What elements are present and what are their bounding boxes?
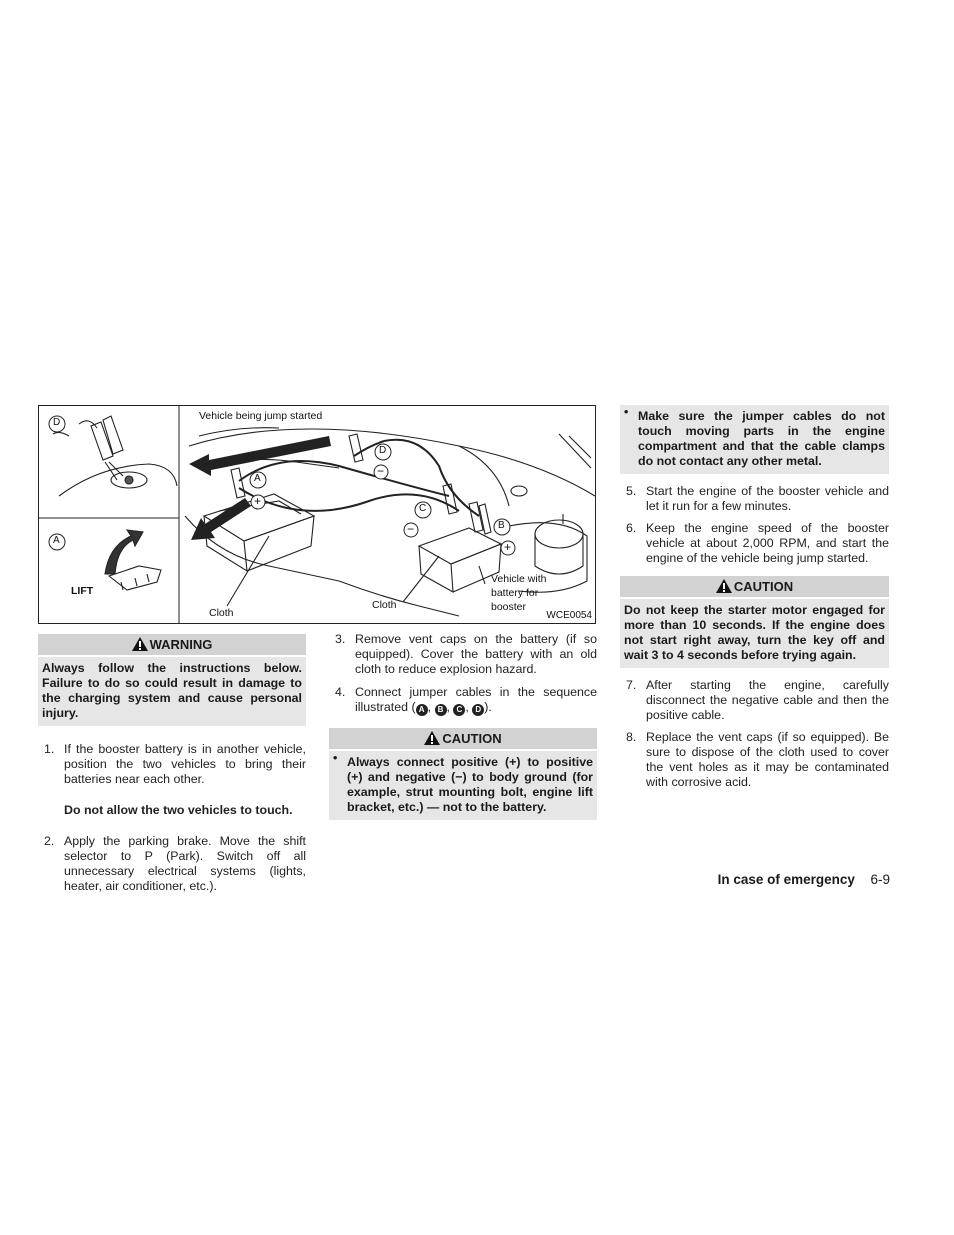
point-d-label: D — [379, 445, 387, 456]
caution-1-bullet: • — [333, 751, 338, 765]
step-8-number: 8. — [626, 730, 637, 744]
inset-d-clamp — [53, 416, 177, 496]
minus-sign-c: − — [407, 522, 415, 536]
step-8-text: Replace the vent caps (if so equipped). Be sure to dispose of the cloth used to cover the vent holes as it may be contaminated with corrosive acid. — [646, 730, 889, 789]
caution-1-text: Always connect positive (+) to positive (+) and negative (−) to body ground (for example, strut mounting bolt, engine lift bracket, etc.) — not to the battery. — [347, 755, 593, 814]
step-8 — [620, 730, 889, 790]
step-1-number: 1. — [44, 742, 55, 756]
booster-label: Vehicle with battery for booster — [491, 573, 547, 613]
seq-a: A — [416, 704, 428, 716]
caution-1-title: CAUTION — [442, 731, 502, 746]
step-4-number: 4. — [335, 685, 346, 699]
step-3-number: 3. — [335, 632, 346, 646]
inset-d-label: D — [53, 417, 61, 428]
warning-icon — [132, 636, 148, 657]
right-column — [620, 405, 889, 790]
step-7 — [620, 678, 889, 723]
step-1-note: Do not allow the two vehicles to touch. — [64, 803, 293, 817]
footer-page: 6-9 — [870, 872, 890, 887]
seq-c: C — [453, 704, 465, 716]
warning-header — [38, 634, 306, 655]
step-2 — [38, 834, 306, 894]
step-7-number: 7. — [626, 678, 637, 692]
step-6-number: 6. — [626, 521, 637, 535]
caution-1-box — [329, 751, 597, 820]
caution-2-text: Do not keep the starter motor engaged for more than 10 seconds. If the engine does not start right away, turn the key off and wait 3 to 4 seconds before trying again. — [620, 599, 889, 668]
seq-b: B — [435, 704, 447, 716]
lift-label: LIFT — [71, 585, 94, 597]
caution-2-title: CAUTION — [733, 579, 794, 594]
caution-2-header — [620, 576, 889, 597]
cable-note-bullet: • — [624, 405, 629, 419]
inset-a-label: A — [53, 535, 60, 546]
step-5-text: Start the engine of the booster vehicle and let it run for a few minutes. — [646, 484, 889, 513]
cloth-right-label: Cloth — [372, 599, 397, 611]
arrow-cloth — [191, 498, 251, 540]
plus-sign-b: + — [504, 540, 512, 554]
cloth-left-label: Cloth — [209, 607, 234, 619]
point-a-label: A — [254, 473, 261, 484]
point-c-label: C — [419, 503, 427, 514]
step-1 — [38, 742, 306, 787]
cable-note-text: Make sure the jumper cables do not touch moving parts in the engine compartment and that the cable clamps do not contact any other metal. — [638, 409, 885, 468]
footer-section: In case of emergency — [717, 872, 855, 887]
left-column — [38, 634, 306, 894]
seq-d: D — [472, 704, 484, 716]
step-3 — [329, 632, 597, 677]
step-5 — [620, 484, 889, 514]
inset-a-lift — [105, 530, 161, 590]
plus-sign-a: + — [254, 494, 262, 508]
step-5-number: 5. — [626, 484, 637, 498]
step-1-text: If the booster battery is in another vehicle, position the two vehicles to bring their batteries near each other. — [64, 742, 306, 786]
figure-code: WCE0054 — [546, 610, 592, 621]
caution-1-icon — [424, 730, 440, 751]
step-3-text: Remove vent caps on the battery (if so equipped). Cover the battery with an old cloth to reduce explosion hazard. — [355, 632, 597, 676]
step-6-text: Keep the engine speed of the booster vehicle at about 2,000 RPM, and start the engine of the vehicle being jump started. — [646, 521, 889, 565]
step-2-text: Apply the parking brake. Move the shift selector to P (Park). Switch off all unnecessary electrical systems (lights, heater, air conditioner, etc.). — [64, 834, 306, 893]
step-4-text: Connect jumper cables in the sequence illustrated ( A , B , C , D ). — [355, 685, 597, 714]
caution-1-header — [329, 728, 597, 749]
minus-sign-d: − — [377, 464, 385, 478]
point-b-label: B — [498, 520, 505, 531]
step-2-number: 2. — [44, 834, 55, 848]
middle-column — [329, 632, 597, 820]
cable-note-box — [620, 405, 889, 474]
step-4 — [329, 685, 597, 716]
step-7-text: After starting the engine, carefully disconnect the negative cable and then the positive cable. — [646, 678, 889, 722]
page-footer — [718, 872, 890, 887]
warning-title: WARNING — [149, 637, 213, 652]
step-6 — [620, 521, 889, 566]
vehicle-jump-label: Vehicle being jump started — [199, 410, 323, 422]
jump-start-illustration — [38, 405, 596, 624]
caution-2-icon — [716, 578, 732, 599]
warning-text: Always follow the instructions below. Failure to do so could result in damage to the charging system and cause personal injury. — [38, 657, 306, 726]
